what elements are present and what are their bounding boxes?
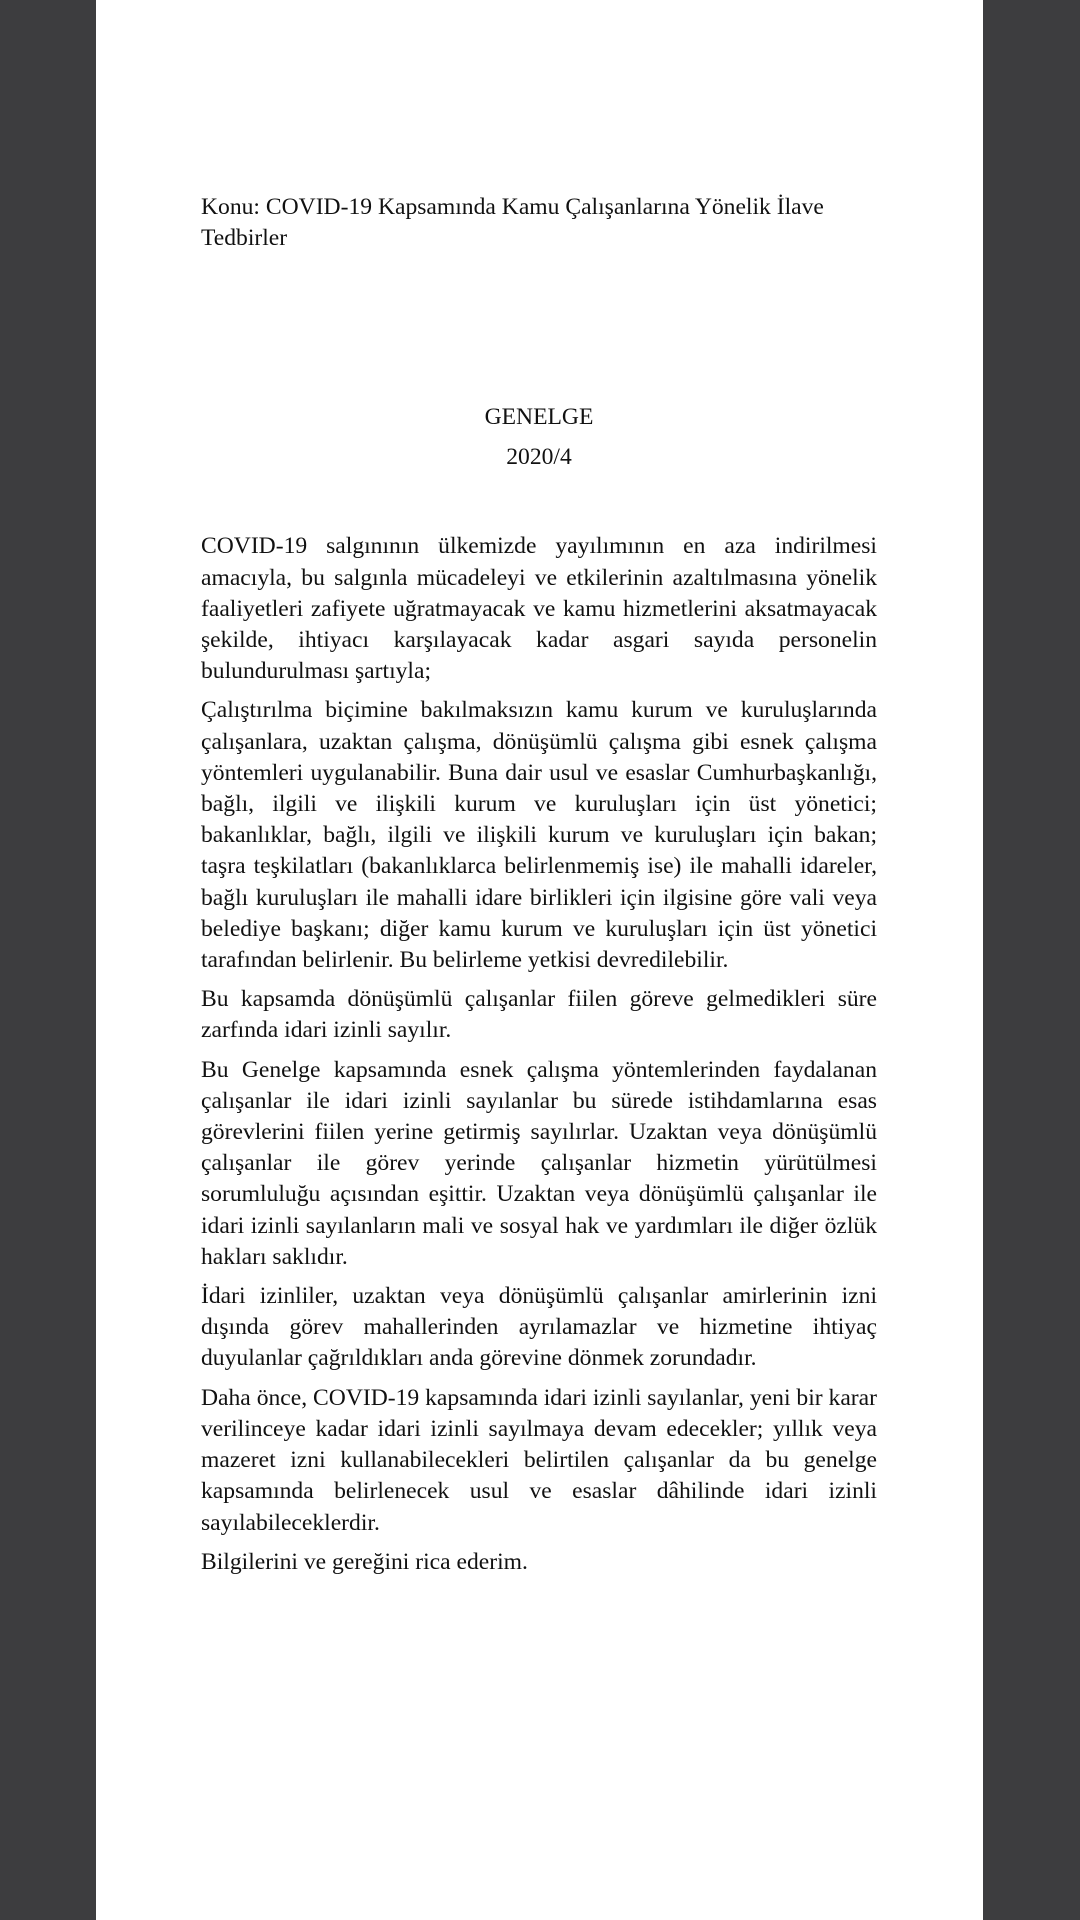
document-title: GENELGE (484, 404, 594, 431)
paragraph: Bu Genelge kapsamında esnek çalışma yöntemlerinden faydalanan çalışanlar ile idari izinli sayılanlar bu sürede istihdamlarına esas görevlerini fiilen yerine getirmiş sayılırlar. Uzaktan veya dönüşümlü çalışanlar ile görev yerinde çalışanlar hizmetin yürütülmesi sorumluluğu açısından eşittir. Uzaktan veya dönüşümlü çalışanlar ile idari izinli sayılanların mali ve sosyal hak ve yardımları ile diğer özlük hakları saklıdır. (201, 1056, 877, 1270)
document-title-block (201, 397, 877, 477)
paragraph: Çalıştırılma biçimine bakılmaksızın kamu kurum ve kuruluşlarında çalışanlara, uzaktan çalışma, dönüşümlü çalışma gibi esnek çalışma yöntemleri uygulanabilir. Buna dair usul ve esaslar Cumhurbaşkanlığı, bağlı, ilgili ve ilişkili kurum ve kuruluşları için üst yönetici; bakanlıklar, bağlı, ilgili ve ilişkili kurum ve kuruluşları için bakan; taşra teşkilatları (bakanlıklarca belirlenmemiş ise) ile mahalli idareler, bağlı kuruluşları ile mahalli idare birlikleri için ilgisine göre vali veya belediye başkanı; diğer kamu kurum ve kuruluşları için üst yönetici tarafından belirlenir. Bu belirleme yetkisi devredilebilir. (201, 697, 877, 974)
document-body (201, 531, 877, 1578)
paragraph: İdari izinliler, uzaktan veya dönüşümlü çalışanlar amirlerinin izni dışında görev mahallerinden ayrılamazlar ve hizmetine ihtiyaç duyulanlar çağrıldıkları anda görevine dönmek zorundadır. (201, 1283, 877, 1372)
document-subject: Konu: COVID-19 Kapsamında Kamu Çalışanlarına Yönelik İlave Tedbirler (201, 194, 824, 252)
paragraph: Bu kapsamda dönüşümlü çalışanlar fiilen göreve gelmedikleri süre zarfında idari izinli sayılır. (201, 986, 877, 1044)
paragraph: Daha önce, COVID-19 kapsamında idari izinli sayılanlar, yeni bir karar verilinceye kadar idari izinli sayılmaya devam edecekler; yıllık veya mazeret izni kullanabilecekleri belirtilen çalışanlar da bu genelge kapsamında belirlenecek usul ve esaslar dâhilinde idari izinli sayılabileceklerdir. (201, 1384, 877, 1536)
paragraph: COVID-19 salgınının ülkemizde yayılımının en aza indirilmesi amacıyla, bu salgınla mücadeleyi ve etkilerinin azaltılmasına yönelik faaliyetleri zafiyete uğratmayacak ve kamu hizmetlerini aksatmayacak şekilde, ihtiyacı karşılayacak kadar asgari sayıda personelin bulundurulması şartıyla; (201, 533, 877, 685)
document-content (201, 192, 877, 1586)
document-page (96, 0, 983, 1920)
closing-line: Bilgilerini ve gereğini rica ederim. (201, 1548, 528, 1575)
document-number: 2020/4 (506, 444, 572, 471)
